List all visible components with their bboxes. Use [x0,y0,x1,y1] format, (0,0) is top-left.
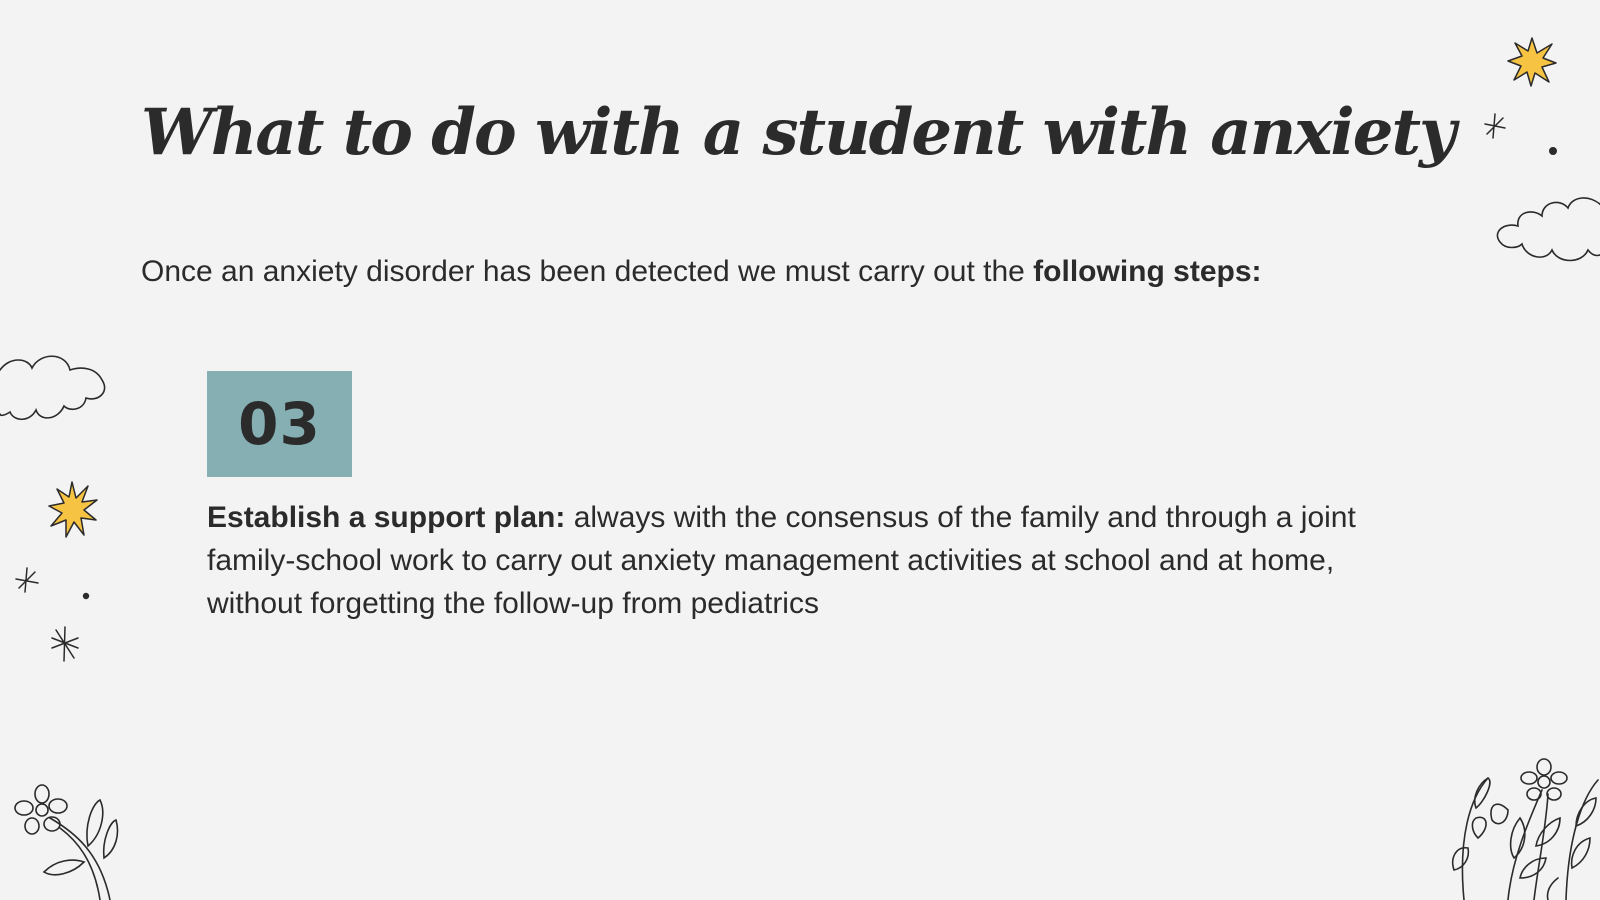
star-icon [48,480,98,538]
intro-text [141,252,1262,291]
dot-icon [82,592,90,600]
star-icon [1506,36,1558,88]
dot-icon [1548,146,1558,156]
step-number: 03 [238,390,321,458]
sparkle-icon [14,566,40,594]
page-title: What to do with a student with anxiety [141,95,1455,170]
flower-icon [14,782,120,900]
cloud-icon [0,350,108,432]
sparkle-icon [50,626,80,662]
intro-bold-text: following steps: [1033,255,1262,288]
step-body: always with the consensus of the family and through a joint family-school work to carry out anxiety management activities at school and at home, without forgetting the follow-up from pediatrics [207,501,1356,620]
intro-regular-text: Once an anxiety disorder has been detected we must carry out the [141,255,1034,288]
step-heading: Establish a support plan: [207,501,566,534]
sparkle-icon [1483,112,1507,140]
step-description [207,496,1397,625]
flower-icon [1448,758,1600,900]
cloud-icon [1490,192,1600,270]
step-number-box [207,371,352,477]
